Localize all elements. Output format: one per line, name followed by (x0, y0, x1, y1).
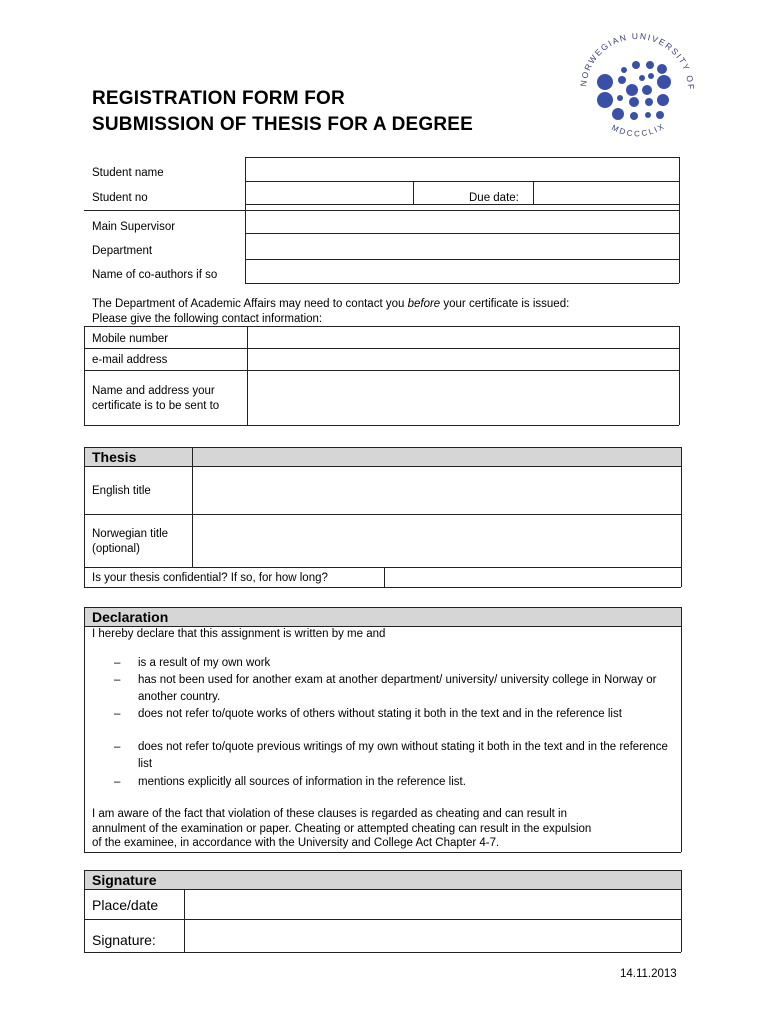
contact-intro-part1: The Department of Academic Affairs may need to contact you (92, 298, 408, 310)
declaration-item: does not refer to/quote previous writings of my own without stating it both in the text and in the reference list (138, 741, 668, 770)
form-date: 14.11.2013 (620, 968, 677, 980)
coauthors-field[interactable] (246, 260, 679, 283)
department-field[interactable] (246, 234, 679, 259)
declaration-item: mentions explicitly all sources of information in the reference list. (138, 776, 466, 788)
department-label: Department (92, 245, 153, 257)
address-label-line1: Name and address your (92, 385, 215, 397)
place-date-label: Place/date (92, 897, 159, 913)
declaration-heading: Declaration (92, 609, 169, 625)
svg-text:MDCCCLIX (610, 121, 667, 138)
declaration-dash: – (114, 776, 121, 788)
title-line-1: REGISTRATION FORM FOR (92, 88, 345, 109)
email-label: e-mail address (92, 354, 168, 366)
confidential-field[interactable] (385, 568, 681, 587)
student-no-field[interactable] (246, 182, 413, 204)
declaration-dash: – (114, 657, 121, 669)
address-field[interactable] (248, 371, 679, 425)
norwegian-title-field[interactable] (193, 515, 681, 567)
norwegian-title-line1: Norwegian title (92, 528, 169, 540)
declaration-dash: – (114, 708, 121, 720)
logo-text-bottom: MDCCCLIX (610, 121, 668, 139)
contact-intro-italic: before (407, 298, 441, 310)
confidential-label: Is your thesis confidential? If so, for how long? (92, 572, 328, 584)
student-name-field[interactable] (246, 158, 679, 181)
declaration-intro: I hereby declare that this assignment is written by me and (92, 628, 386, 640)
due-date-label: Due date: (469, 192, 519, 204)
title-line-2: SUBMISSION OF THESIS FOR A DEGREE (92, 114, 474, 135)
logo-text-top: NORWEGIAN UNIVERSITY OF (578, 30, 697, 91)
awareness-line3: of the examinee, in accordance with the University and College Act Chapter 4-7. (92, 837, 500, 849)
signature-heading: Signature (92, 872, 157, 888)
contact-intro (92, 297, 569, 326)
signature-field[interactable] (185, 920, 681, 952)
main-supervisor-label: Main Supervisor (92, 221, 176, 233)
svg-text:NORWEGIAN UNIVERSITY OF LIFE S (572, 20, 696, 91)
declaration-awareness (92, 807, 591, 851)
english-title-label: English title (92, 485, 151, 497)
place-date-field[interactable] (185, 890, 681, 919)
awareness-line1: I am aware of the fact that violation of these clauses is regarded as cheating and can result in (92, 808, 567, 820)
mobile-field[interactable] (248, 327, 679, 348)
student-name-label: Student name (92, 167, 164, 179)
declaration-item: has not been used for another exam at another department/ university/ university college in Norway or another country. (138, 674, 657, 703)
thesis-heading: Thesis (92, 449, 137, 465)
address-label (92, 384, 219, 413)
norwegian-title-line2: (optional) (92, 542, 140, 555)
norwegian-title-label (92, 527, 168, 556)
contact-intro-part2: your certificate is issued: (440, 298, 570, 310)
english-title-field[interactable] (193, 467, 681, 514)
form-title (92, 86, 473, 138)
main-supervisor-field[interactable] (246, 211, 679, 233)
student-no-label: Student no (92, 192, 148, 204)
mobile-label: Mobile number (92, 333, 169, 345)
signature-label: Signature: (92, 932, 156, 948)
coauthors-label: Name of co-authors if so (92, 269, 218, 281)
university-logo (572, 20, 702, 150)
awareness-line2: annulment of the examination or paper. Cheating or attempted cheating can result in the expulsion (92, 822, 592, 835)
contact-intro-line2: Please give the following contact information: (92, 312, 323, 325)
address-label-line2: certificate is to be sent to (92, 399, 220, 412)
declaration-dash: – (114, 741, 121, 753)
declaration-dash: – (114, 674, 121, 686)
declaration-item: is a result of my own work (138, 657, 271, 669)
email-field[interactable] (248, 349, 679, 370)
due-date-field[interactable] (534, 182, 679, 204)
declaration-item: does not refer to/quote works of others without stating it both in the text and in the reference list (138, 708, 622, 720)
